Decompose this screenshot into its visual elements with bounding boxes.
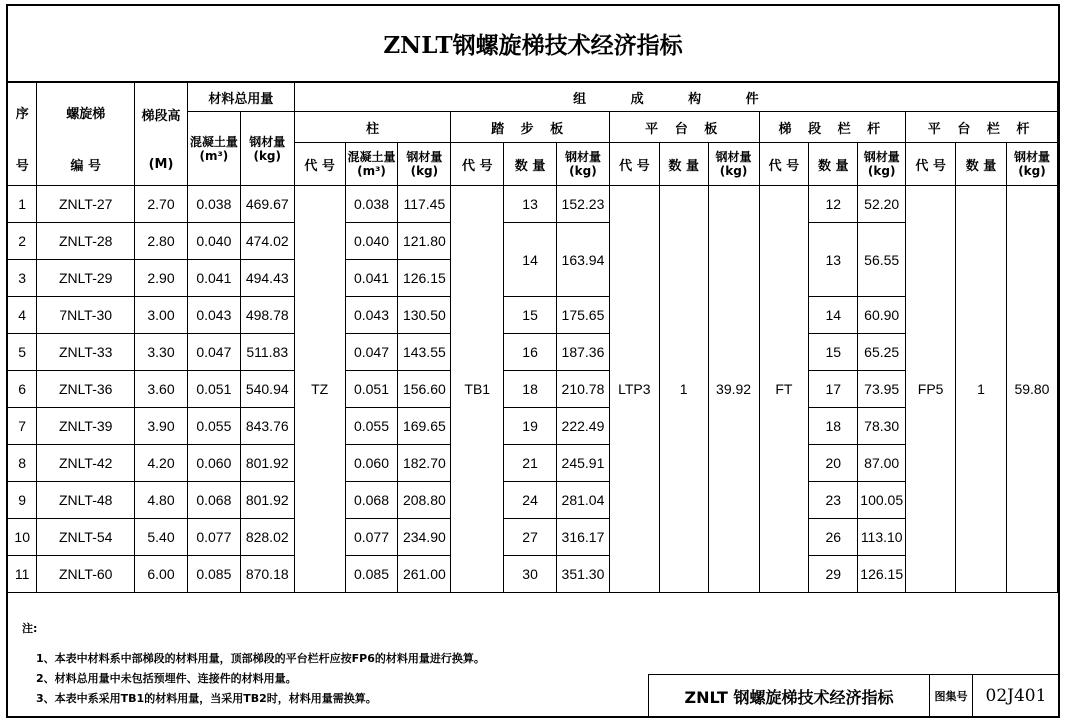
tread-code-cell: TB1 bbox=[451, 186, 504, 593]
row-col-steel: 234.90 bbox=[398, 519, 451, 556]
platform-steel-cell: 39.92 bbox=[708, 186, 759, 593]
row-no: 6 bbox=[8, 371, 37, 408]
row-steel: 494.43 bbox=[240, 260, 294, 297]
row-tread-qty: 24 bbox=[504, 482, 557, 519]
row-tread-qty: 19 bbox=[504, 408, 557, 445]
row-col-concrete: 0.060 bbox=[345, 445, 398, 482]
row-no: 1 bbox=[8, 186, 37, 223]
platform-code-header: 代 号 bbox=[609, 143, 659, 186]
table-row bbox=[8, 223, 1058, 260]
row-rail-qty: 18 bbox=[809, 408, 858, 445]
platform-group-header: 平 台 板 bbox=[609, 112, 759, 143]
table-row bbox=[8, 445, 1058, 482]
note-item: 1、本表中材料系中部梯段的材料用量，顶部梯段的平台栏杆应按FP6的材料用量进行换算。 bbox=[36, 652, 485, 665]
row-col-concrete: 0.085 bbox=[345, 556, 398, 593]
row-col-concrete: 0.038 bbox=[345, 186, 398, 223]
row-col-concrete: 0.077 bbox=[345, 519, 398, 556]
table-row bbox=[8, 297, 1058, 334]
row-code: ZNLT-60 bbox=[37, 556, 135, 593]
drawing-sheet bbox=[6, 4, 1060, 718]
row-rail-steel: 113.10 bbox=[858, 519, 906, 556]
row-steel: 828.02 bbox=[240, 519, 294, 556]
seq-header: 序 号 bbox=[8, 83, 37, 186]
row-rail-steel: 65.25 bbox=[858, 334, 906, 371]
railing-group-header: 梯 段 栏 杆 bbox=[759, 112, 906, 143]
row-concrete: 0.055 bbox=[187, 408, 240, 445]
row-col-concrete: 0.040 bbox=[345, 223, 398, 260]
row-steel: 870.18 bbox=[240, 556, 294, 593]
row-no: 4 bbox=[8, 297, 37, 334]
row-height: 3.30 bbox=[135, 334, 188, 371]
row-rail-qty: 29 bbox=[809, 556, 858, 593]
row-steel: 801.92 bbox=[240, 445, 294, 482]
row-rail-qty: 14 bbox=[809, 297, 858, 334]
row-concrete: 0.043 bbox=[187, 297, 240, 334]
row-code: ZNLT-39 bbox=[37, 408, 135, 445]
row-tread-qty: 30 bbox=[504, 556, 557, 593]
row-height: 5.40 bbox=[135, 519, 188, 556]
row-rail-steel: 126.15 bbox=[858, 556, 906, 593]
row-height: 2.80 bbox=[135, 223, 188, 260]
row-height: 6.00 bbox=[135, 556, 188, 593]
row-tread-steel: 281.04 bbox=[556, 482, 609, 519]
total-concrete-header: 混凝土量(m³) bbox=[187, 112, 240, 186]
row-code: ZNLT-54 bbox=[37, 519, 135, 556]
row-concrete: 0.038 bbox=[187, 186, 240, 223]
row-rail-steel: 56.55 bbox=[858, 223, 906, 297]
row-height: 2.70 bbox=[135, 186, 188, 223]
row-col-concrete: 0.068 bbox=[345, 482, 398, 519]
tread-code-header: 代 号 bbox=[451, 143, 504, 186]
row-no: 8 bbox=[8, 445, 37, 482]
row-rail-qty: 20 bbox=[809, 445, 858, 482]
row-code: ZNLT-27 bbox=[37, 186, 135, 223]
platform-qty-header: 数 量 bbox=[659, 143, 708, 186]
row-code: ZNLT-29 bbox=[37, 260, 135, 297]
row-rail-qty: 23 bbox=[809, 482, 858, 519]
row-tread-steel: 163.94 bbox=[556, 223, 609, 297]
row-col-steel: 261.00 bbox=[398, 556, 451, 593]
row-rail-qty: 17 bbox=[809, 371, 858, 408]
row-steel: 498.78 bbox=[240, 297, 294, 334]
title-block-title: ZNLT 钢螺旋梯技术经济指标 bbox=[649, 675, 930, 717]
height-header: 梯段高 (M) bbox=[135, 83, 188, 186]
row-tread-qty: 16 bbox=[504, 334, 557, 371]
notes-section bbox=[22, 620, 485, 710]
code-header: 螺旋梯 编 号 bbox=[37, 83, 135, 186]
atlas-number: 02J401 bbox=[985, 686, 1047, 706]
row-concrete: 0.041 bbox=[187, 260, 240, 297]
row-tread-steel: 152.23 bbox=[556, 186, 609, 223]
row-no: 7 bbox=[8, 408, 37, 445]
table-row bbox=[8, 408, 1058, 445]
row-tread-qty: 14 bbox=[504, 223, 557, 297]
row-steel: 843.76 bbox=[240, 408, 294, 445]
row-tread-steel: 351.30 bbox=[556, 556, 609, 593]
row-concrete: 0.060 bbox=[187, 445, 240, 482]
row-no: 9 bbox=[8, 482, 37, 519]
row-height: 2.90 bbox=[135, 260, 188, 297]
row-no: 3 bbox=[8, 260, 37, 297]
row-tread-steel: 316.17 bbox=[556, 519, 609, 556]
rail-code-cell: FT bbox=[759, 186, 809, 593]
row-concrete: 0.051 bbox=[187, 371, 240, 408]
row-code: ZNLT-42 bbox=[37, 445, 135, 482]
row-no: 11 bbox=[8, 556, 37, 593]
row-tread-steel: 222.49 bbox=[556, 408, 609, 445]
row-concrete: 0.077 bbox=[187, 519, 240, 556]
rail-steel-header: 钢材量(kg) bbox=[858, 143, 906, 186]
row-col-steel: 143.55 bbox=[398, 334, 451, 371]
atlas-number-label: 图集号 bbox=[930, 675, 973, 717]
rail-code-header: 代 号 bbox=[759, 143, 809, 186]
row-concrete: 0.085 bbox=[187, 556, 240, 593]
economic-index-table bbox=[8, 82, 1058, 593]
tread-group-header: 踏 步 板 bbox=[451, 112, 610, 143]
tread-steel-header: 钢材量(kg) bbox=[556, 143, 609, 186]
notes-label: 注: bbox=[22, 622, 38, 635]
platform-qty-cell: 1 bbox=[659, 186, 708, 593]
row-tread-qty: 15 bbox=[504, 297, 557, 334]
row-no: 10 bbox=[8, 519, 37, 556]
table-row bbox=[8, 482, 1058, 519]
prail-qty-cell: 1 bbox=[956, 186, 1007, 593]
table-row bbox=[8, 556, 1058, 593]
row-rail-steel: 52.20 bbox=[858, 186, 906, 223]
row-col-steel: 121.80 bbox=[398, 223, 451, 260]
row-height: 4.20 bbox=[135, 445, 188, 482]
row-tread-qty: 27 bbox=[504, 519, 557, 556]
table-row bbox=[8, 519, 1058, 556]
row-code: ZNLT-28 bbox=[37, 223, 135, 260]
row-code: ZNLT-36 bbox=[37, 371, 135, 408]
row-col-steel: 182.70 bbox=[398, 445, 451, 482]
platform-railing-group-header: 平 台 栏 杆 bbox=[906, 112, 1058, 143]
prail-code-header: 代 号 bbox=[906, 143, 956, 186]
row-col-steel: 126.15 bbox=[398, 260, 451, 297]
row-col-concrete: 0.051 bbox=[345, 371, 398, 408]
row-code: ZNLT-48 bbox=[37, 482, 135, 519]
row-steel: 469.67 bbox=[240, 186, 294, 223]
table-row bbox=[8, 186, 1058, 223]
title-block bbox=[648, 674, 1059, 717]
rail-qty-header: 数 量 bbox=[809, 143, 858, 186]
col-code-header: 代 号 bbox=[294, 143, 345, 186]
row-height: 3.00 bbox=[135, 297, 188, 334]
components-header: 组 成 构 件 bbox=[294, 83, 1057, 112]
tread-qty-header: 数 量 bbox=[504, 143, 557, 186]
row-height: 4.80 bbox=[135, 482, 188, 519]
prail-steel-cell: 59.80 bbox=[1006, 186, 1057, 593]
row-rail-qty: 26 bbox=[809, 519, 858, 556]
row-col-concrete: 0.047 bbox=[345, 334, 398, 371]
row-tread-qty: 18 bbox=[504, 371, 557, 408]
row-tread-steel: 187.36 bbox=[556, 334, 609, 371]
row-rail-qty: 13 bbox=[809, 223, 858, 297]
row-tread-qty: 13 bbox=[504, 186, 557, 223]
prail-code-cell: FP5 bbox=[906, 186, 956, 593]
row-tread-qty: 21 bbox=[504, 445, 557, 482]
row-steel: 474.02 bbox=[240, 223, 294, 260]
row-tread-steel: 175.65 bbox=[556, 297, 609, 334]
row-height: 3.90 bbox=[135, 408, 188, 445]
prail-steel-header: 钢材量(kg) bbox=[1006, 143, 1057, 186]
column-code-cell: TZ bbox=[294, 186, 345, 593]
row-height: 3.60 bbox=[135, 371, 188, 408]
row-rail-qty: 12 bbox=[809, 186, 858, 223]
row-steel: 540.94 bbox=[240, 371, 294, 408]
row-rail-steel: 100.05 bbox=[858, 482, 906, 519]
row-steel: 801.92 bbox=[240, 482, 294, 519]
row-rail-steel: 73.95 bbox=[858, 371, 906, 408]
column-group-header: 柱 bbox=[294, 112, 451, 143]
table-row bbox=[8, 371, 1058, 408]
col-steel-header: 钢材量(kg) bbox=[398, 143, 451, 186]
row-code: 7NLT-30 bbox=[37, 297, 135, 334]
row-col-steel: 117.45 bbox=[398, 186, 451, 223]
row-col-concrete: 0.041 bbox=[345, 260, 398, 297]
row-col-steel: 156.60 bbox=[398, 371, 451, 408]
note-item: 2、材料总用量中未包括预埋件、连接件的材料用量。 bbox=[36, 672, 297, 685]
table-row bbox=[8, 334, 1058, 371]
row-no: 2 bbox=[8, 223, 37, 260]
material-total-header: 材料总用量 bbox=[187, 83, 294, 112]
prail-qty-header: 数 量 bbox=[956, 143, 1007, 186]
row-concrete: 0.047 bbox=[187, 334, 240, 371]
platform-code-cell: LTP3 bbox=[609, 186, 659, 593]
total-steel-header: 钢材量(kg) bbox=[240, 112, 294, 186]
row-col-steel: 208.80 bbox=[398, 482, 451, 519]
row-tread-steel: 245.91 bbox=[556, 445, 609, 482]
row-col-concrete: 0.055 bbox=[345, 408, 398, 445]
row-steel: 511.83 bbox=[240, 334, 294, 371]
col-concrete-header: 混凝土量(m³) bbox=[345, 143, 398, 186]
row-rail-qty: 15 bbox=[809, 334, 858, 371]
row-concrete: 0.040 bbox=[187, 223, 240, 260]
sheet-title: ZNLT钢螺旋梯技术经济指标 bbox=[8, 6, 1058, 82]
row-rail-steel: 87.00 bbox=[858, 445, 906, 482]
row-col-steel: 130.50 bbox=[398, 297, 451, 334]
row-tread-steel: 210.78 bbox=[556, 371, 609, 408]
note-item: 3、本表中系采用TB1的材料用量，当采用TB2时，材料用量需换算。 bbox=[36, 692, 377, 705]
platform-steel-header: 钢材量(kg) bbox=[708, 143, 759, 186]
row-rail-steel: 78.30 bbox=[858, 408, 906, 445]
row-concrete: 0.068 bbox=[187, 482, 240, 519]
row-no: 5 bbox=[8, 334, 37, 371]
row-code: ZNLT-33 bbox=[37, 334, 135, 371]
row-rail-steel: 60.90 bbox=[858, 297, 906, 334]
row-col-concrete: 0.043 bbox=[345, 297, 398, 334]
row-col-steel: 169.65 bbox=[398, 408, 451, 445]
